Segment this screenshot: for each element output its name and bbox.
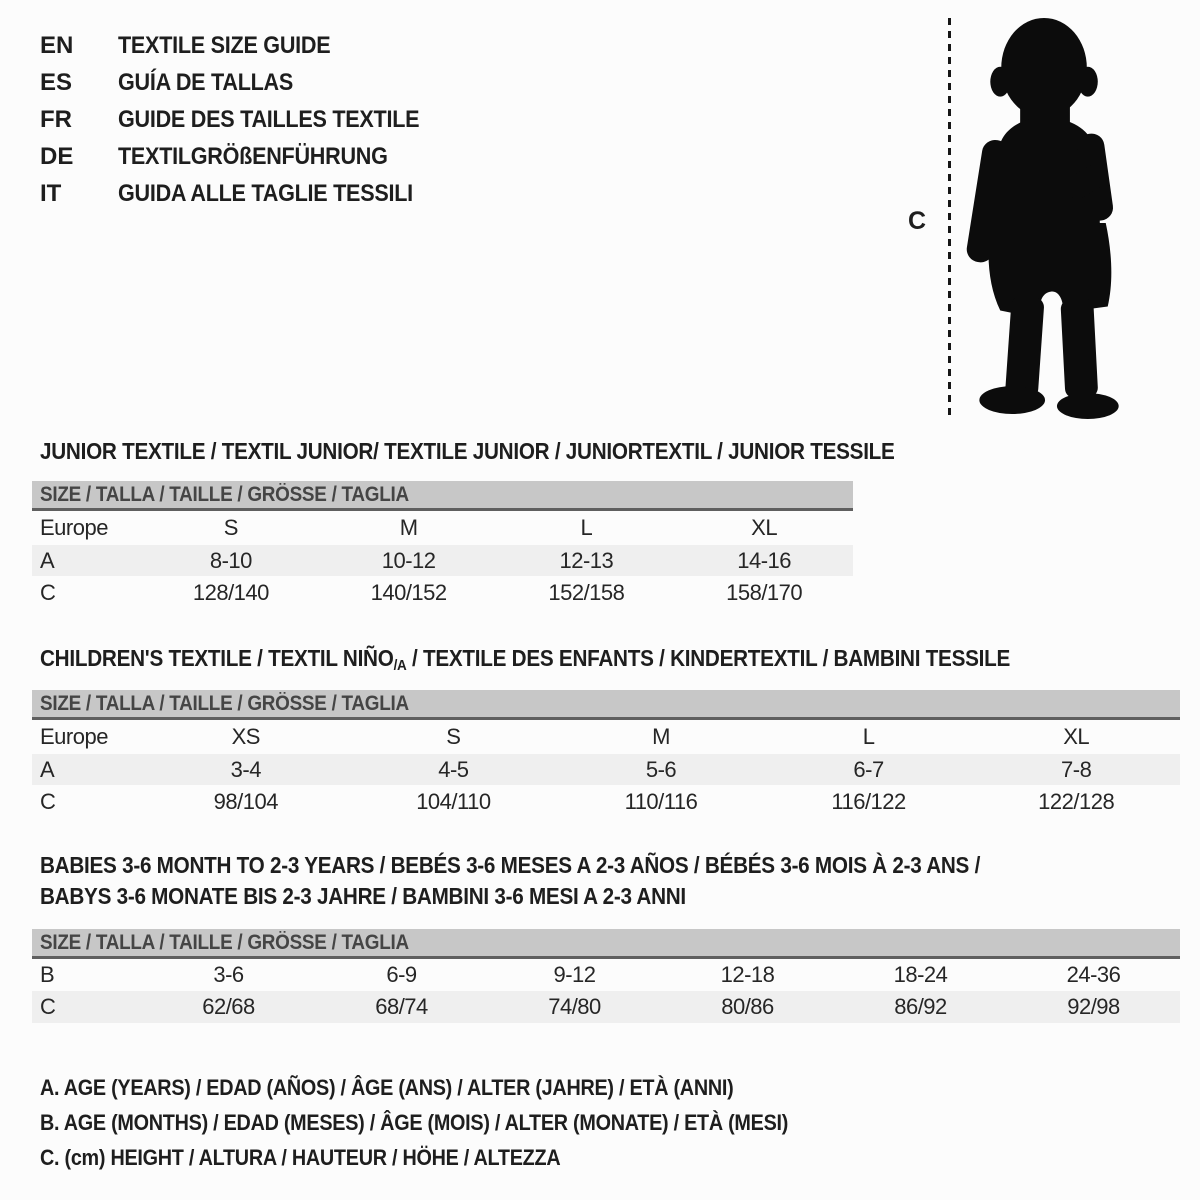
- table-row: [32, 576, 853, 609]
- size-cell: XS: [231, 724, 260, 749]
- row-label: Europe: [40, 724, 108, 749]
- lang-row-es: [40, 64, 453, 101]
- size-cell: M: [652, 724, 670, 749]
- lang-code-es: ES: [40, 68, 73, 96]
- table-row: [32, 754, 1180, 785]
- lang-code-it: IT: [40, 179, 62, 207]
- table-row: [32, 991, 1180, 1023]
- junior-size-header-text: SIZE / TALLA / TAILLE / GRÖSSE / TAGLIA: [40, 482, 409, 506]
- children-title-text: [40, 643, 1010, 681]
- age-cell: 12-13: [559, 547, 614, 573]
- size-cell: S: [223, 515, 238, 540]
- table-row: [32, 785, 1180, 818]
- children-title-post: / TEXTILE DES ENFANTS / KINDERTEXTIL / BAMBINI TESSILE: [406, 645, 1011, 671]
- row-label: C: [40, 788, 56, 814]
- junior-size-table: [32, 481, 853, 609]
- age-cell: 24-36: [1066, 962, 1121, 987]
- legend-text-c: C. (cm) HEIGHT / ALTURA / HAUTEUR / HÖHE / ALTEZZA: [40, 1144, 561, 1170]
- table-row: [32, 959, 1180, 991]
- size-cell: XL: [751, 515, 778, 540]
- row-label: C: [40, 579, 56, 605]
- babies-size-table: [32, 929, 1180, 1023]
- age-cell: 18-24: [893, 962, 948, 987]
- size-cell: L: [862, 724, 875, 749]
- row-label: A: [40, 756, 55, 782]
- children-title-pre: CHILDREN'S TEXTILE / TEXTIL NIÑO: [40, 645, 394, 671]
- table-row: [32, 545, 853, 576]
- children-size-table: [32, 690, 1180, 818]
- height-cell: 158/170: [726, 579, 803, 605]
- height-cell: 104/110: [416, 788, 491, 814]
- height-measure-label: C: [908, 207, 927, 235]
- row-label: C: [40, 994, 56, 1019]
- junior-section-title: [40, 436, 990, 467]
- age-cell: 4-5: [438, 756, 469, 782]
- age-cell: 6-7: [853, 756, 884, 782]
- row-label: Europe: [40, 515, 108, 540]
- babies-title-line1: BABIES 3-6 MONTH TO 2-3 YEARS / BEBÉS 3-6 MESES A 2-3 AÑOS / BÉBÉS 3-6 MOIS À 2-3 ANS /: [40, 852, 981, 878]
- legend-text-b: B. AGE (MONTHS) / EDAD (MESES) / ÂGE (MOIS) / ALTER (MONATE) / ETÀ (MESI): [40, 1109, 789, 1135]
- size-cell: L: [580, 515, 593, 540]
- lang-row-fr: [40, 101, 453, 138]
- age-cell: 3-6: [213, 962, 244, 987]
- height-cell: 98/104: [213, 788, 278, 814]
- children-title-sub: /A: [393, 657, 407, 674]
- height-cell: 62/68: [202, 994, 255, 1019]
- age-cell: 14-16: [737, 547, 792, 573]
- lang-code-en: EN: [40, 31, 74, 59]
- row-label: B: [40, 962, 55, 987]
- lang-label-it: GUIDA ALLE TAGLIE TESSILI: [118, 179, 413, 207]
- height-cell: 80/86: [721, 994, 774, 1019]
- height-cell: 128/140: [192, 579, 269, 605]
- junior-size-header-bar: [32, 481, 853, 511]
- legend-text-a: A. AGE (YEARS) / EDAD (AÑOS) / ÂGE (ANS) / ALTER (JAHRE) / ETÀ (ANNI): [40, 1074, 734, 1100]
- babies-section-title: [40, 850, 1085, 912]
- lang-code-de: DE: [40, 142, 74, 170]
- age-cell: 9-12: [553, 962, 596, 987]
- age-cell: 12-18: [720, 962, 775, 987]
- legend-line-b: [40, 1105, 871, 1140]
- height-cell: 122/128: [1038, 788, 1115, 814]
- height-cell: 68/74: [375, 994, 428, 1019]
- children-size-header-text: SIZE / TALLA / TAILLE / GRÖSSE / TAGLIA: [40, 691, 409, 715]
- junior-title-text: JUNIOR TEXTILE / TEXTIL JUNIOR/ TEXTILE JUNIOR / JUNIORTEXTIL / JUNIOR TESSILE: [40, 438, 895, 464]
- lang-label-fr: GUIDE DES TAILLES TEXTILE: [118, 105, 420, 133]
- size-cell: XL: [1063, 724, 1090, 749]
- age-cell: 5-6: [645, 756, 677, 782]
- table-row: [32, 511, 853, 545]
- legend-line-c: [40, 1140, 871, 1175]
- age-cell: 3-4: [230, 756, 261, 782]
- row-label: A: [40, 547, 55, 573]
- height-cell: 152/158: [548, 579, 625, 605]
- height-cell: 86/92: [894, 994, 947, 1019]
- lang-row-it: [40, 175, 453, 212]
- age-cell: 7-8: [1061, 756, 1092, 782]
- babies-size-header-text: SIZE / TALLA / TAILLE / GRÖSSE / TAGLIA: [40, 930, 409, 954]
- height-cell: 110/116: [624, 788, 698, 814]
- language-header: [40, 27, 453, 212]
- age-cell: 10-12: [381, 547, 436, 573]
- lang-row-en: [40, 27, 453, 64]
- lang-row-de: [40, 138, 453, 175]
- size-cell: M: [399, 515, 418, 540]
- children-size-header-bar: [32, 690, 1180, 720]
- measurement-legend: [40, 1070, 871, 1175]
- lang-label-en: TEXTILE SIZE GUIDE: [118, 31, 331, 59]
- lang-code-fr: FR: [40, 105, 72, 133]
- legend-line-a: [40, 1070, 871, 1105]
- age-cell: 6-9: [386, 962, 417, 987]
- height-dashed-line: [948, 18, 951, 416]
- babies-title-line2: BABYS 3-6 MONATE BIS 2-3 JAHRE / BAMBINI 3-6 MESI A 2-3 ANNI: [40, 883, 686, 909]
- height-cell: 140/152: [370, 579, 447, 605]
- size-cell: S: [446, 724, 461, 749]
- height-cell: 92/98: [1067, 994, 1120, 1019]
- height-cell: 74/80: [548, 994, 601, 1019]
- children-section-title: [40, 643, 1118, 681]
- height-cell: 116/122: [831, 788, 906, 814]
- age-cell: 8-10: [209, 547, 252, 573]
- babies-size-header-bar: [32, 929, 1180, 959]
- lang-label-de: TEXTILGRÖßENFÜHRUNG: [118, 142, 388, 170]
- lang-label-es: GUÍA DE TALLAS: [118, 68, 294, 96]
- child-silhouette-image: [962, 12, 1142, 420]
- table-row: [32, 720, 1180, 754]
